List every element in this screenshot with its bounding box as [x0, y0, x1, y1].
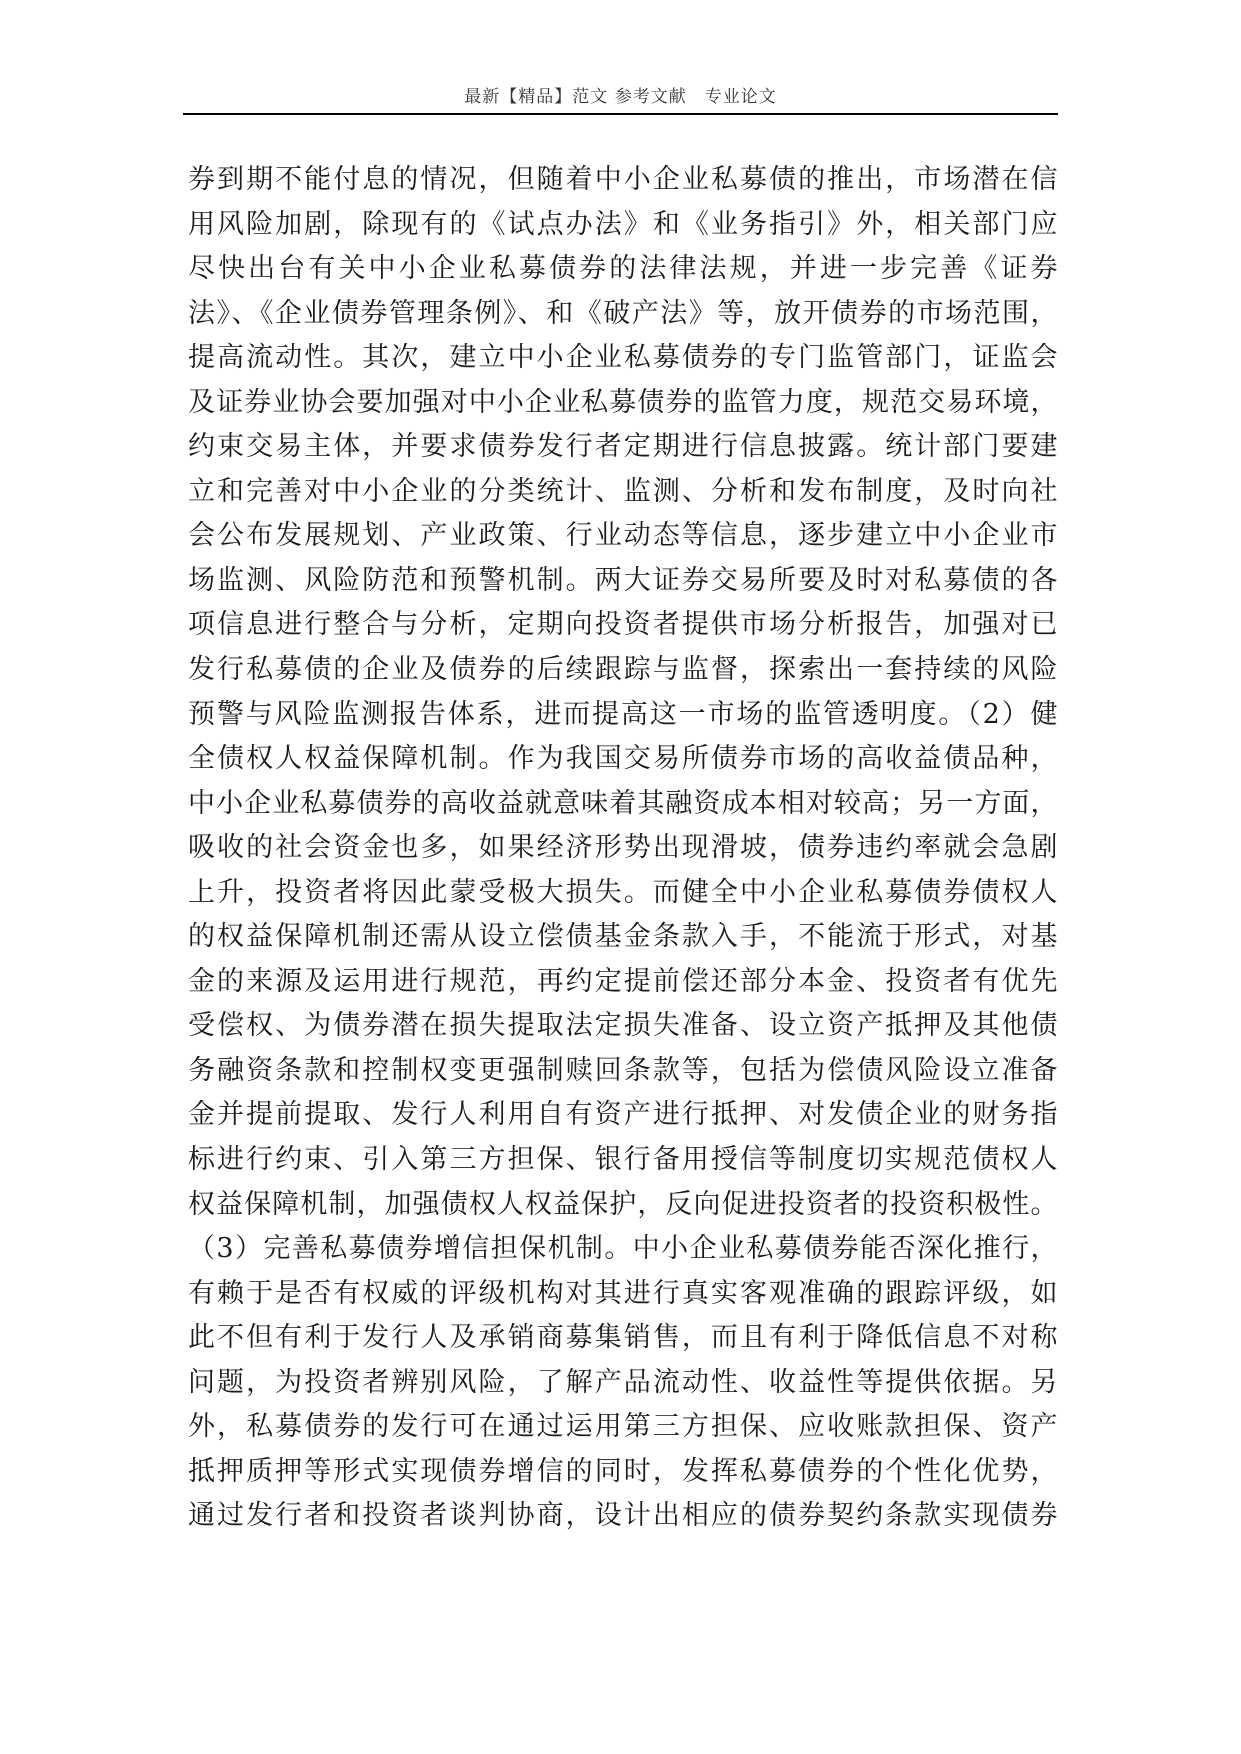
text-line: 外，私募债券的发行可在通过运用第三方担保、应收账款担保、资产 [188, 1411, 1058, 1443]
text-line: 有赖于是否有权威的评级机构对其进行真实客观准确的跟踪评级，如 [188, 1277, 1058, 1309]
text-line: 及证券业协会要加强对中小企业私募债券的监管力度，规范交易环境， [188, 386, 1058, 418]
text-line: 法》、《企业债券管理条例》、和《破产法》等，放开债券的市场范围， [188, 297, 1058, 329]
text-line: 尽快出台有关中小企业私募债券的法律法规，并进一步完善《证券 [188, 253, 1058, 285]
text-line: 约束交易主体，并要求债券发行者定期进行信息披露。统计部门要建 [188, 431, 1058, 463]
text-line: 项信息进行整合与分析，定期向投资者提供市场分析报告，加强对已 [188, 609, 1058, 641]
text-line: 上升，投资者将因此蒙受极大损失。而健全中小企业私募债券债权人 [188, 876, 1058, 908]
text-line: 用风险加剧，除现有的《试点办法》和《业务指引》外，相关部门应 [188, 208, 1058, 240]
text-line: 提高流动性。其次，建立中小企业私募债券的专门监管部门，证监会 [188, 342, 1058, 374]
text-line: 吸收的社会资金也多，如果经济形势出现滑坡，债券违约率就会急剧 [188, 832, 1058, 864]
body-text [188, 158, 1058, 1539]
page-header: 最新【精品】范文 参考文献 专业论文 [464, 87, 777, 107]
text-line: 受偿权、为债券潜在损失提取法定损失准备、设立资产抵押及其他债 [188, 1010, 1058, 1042]
text-line: 务融资条款和控制权变更强制赎回条款等，包括为偿债风险设立准备 [188, 1054, 1058, 1086]
text-line: 预警与风险监测报告体系，进而提高这一市场的监管透明度。（2）健 [188, 698, 1058, 730]
text-line: 此不但有利于发行人及承销商募集销售，而且有利于降低信息不对称 [188, 1322, 1058, 1354]
text-line: 发行私募债的企业及债券的后续跟踪与监督，探索出一套持续的风险 [188, 654, 1058, 686]
text-line: 立和完善对中小企业的分类统计、监测、分析和发布制度，及时向社 [188, 475, 1058, 507]
text-line: 会公布发展规划、产业政策、行业动态等信息，逐步建立中小企业市 [188, 520, 1058, 552]
text-line: （3）完善私募债券增信担保机制。中小企业私募债券能否深化推行， [188, 1233, 1058, 1265]
text-line: 权益保障机制，加强债权人权益保护，反向促进投资者的投资积极性。 [188, 1188, 1058, 1220]
text-line: 抵押质押等形式实现债券增信的同时，发挥私募债券的个性化优势， [188, 1455, 1058, 1487]
text-line: 金的来源及运用进行规范，再约定提前偿还部分本金、投资者有优先 [188, 965, 1058, 997]
text-line: 的权益保障机制还需从设立偿债基金条款入手，不能流于形式，对基 [188, 921, 1058, 953]
text-line: 标进行约束、引入第三方担保、银行备用授信等制度切实规范债权人 [188, 1144, 1058, 1176]
text-line: 问题，为投资者辨别风险，了解产品流动性、收益性等提供依据。另 [188, 1366, 1058, 1398]
text-line: 券到期不能付息的情况，但随着中小企业私募债的推出，市场潜在信 [188, 164, 1058, 195]
text-line: 通过发行者和投资者谈判协商，设计出相应的债券契约条款实现债券 [188, 1500, 1058, 1532]
text-line: 全债权人权益保障机制。作为我国交易所债券市场的高收益债品种， [188, 743, 1058, 775]
text-line: 金并提前提取、发行人利用自有资产进行抵押、对发债企业的财务指 [188, 1099, 1058, 1131]
text-line: 场监测、风险防范和预警机制。两大证券交易所要及时对私募债的各 [188, 564, 1058, 596]
text-line: 中小企业私募债券的高收益就意味着其融资成本相对较高；另一方面， [188, 787, 1058, 819]
header-divider [183, 113, 1058, 115]
